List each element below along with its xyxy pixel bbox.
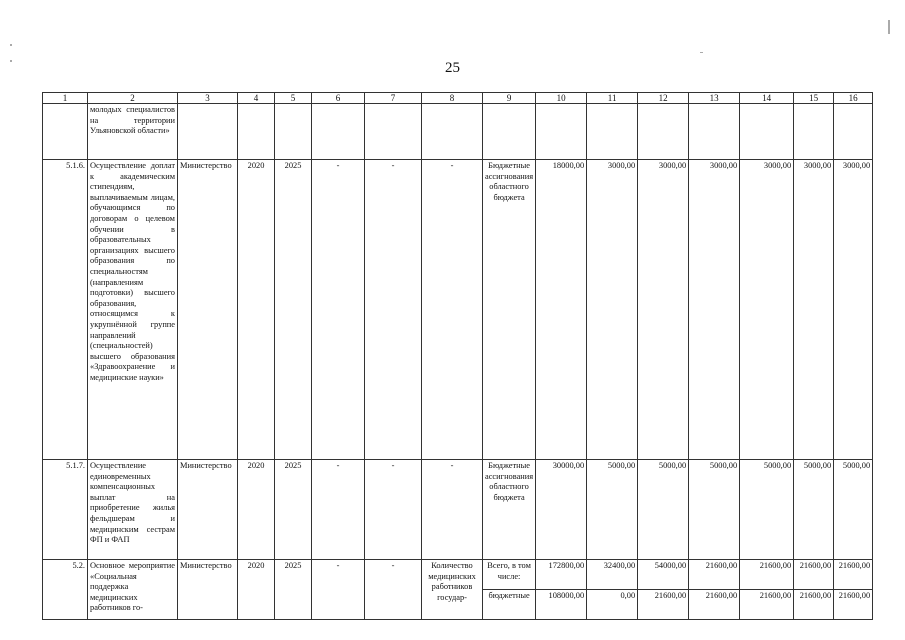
total-amount: 172800,00 bbox=[536, 560, 587, 590]
year-amount: 21600,00 bbox=[794, 560, 834, 590]
year-amount: 3000,00 bbox=[587, 160, 638, 460]
end-year: 2025 bbox=[275, 560, 312, 620]
year-amount: 21600,00 bbox=[638, 590, 689, 620]
funding-source: Бюджетные ассигнования областного бюджета bbox=[483, 160, 536, 460]
indicator: Количество медицинских работников государ- bbox=[422, 560, 483, 620]
year-amount: 5000,00 bbox=[740, 460, 794, 560]
year-amount: 21600,00 bbox=[834, 560, 873, 590]
year-amount: 21600,00 bbox=[834, 590, 873, 620]
measure-description: Осуществление единовременных компенсационных выплат на приобретение жилья фельдшерам и медицинским сестрам ФП и ФАП bbox=[88, 460, 178, 560]
indicator: - bbox=[422, 160, 483, 460]
year-amount: 5000,00 bbox=[834, 460, 873, 560]
total-amount: 30000,00 bbox=[536, 460, 587, 560]
table-row-5-2 bbox=[43, 560, 873, 590]
end-year: 2025 bbox=[275, 460, 312, 560]
scan-speck bbox=[888, 20, 890, 34]
year-amount: 3000,00 bbox=[740, 160, 794, 460]
col-number: 7 bbox=[365, 93, 422, 104]
year-amount: 5000,00 bbox=[587, 460, 638, 560]
measure-description: Основное мероприятие «Социальная поддержка медицинских работников го- bbox=[88, 560, 178, 620]
column-number-row bbox=[43, 93, 873, 104]
col-number: 15 bbox=[794, 93, 834, 104]
col-number: 3 bbox=[178, 93, 238, 104]
end-year: 2025 bbox=[275, 160, 312, 460]
scan-speck bbox=[10, 44, 12, 46]
year-amount: 32400,00 bbox=[587, 560, 638, 590]
col-number: 14 bbox=[740, 93, 794, 104]
measure-description: Осуществление доплат к академическим стипендиям, выплачиваемым лицам, обучающимся по договорам о целевом обучении в образовательных организациях высшего образования по специальностям (направлениям подготовки) высшего образования, относящимся к укрупнённой группе направлений (специальностей) высшего образования «Здравоохранение и медицинские науки» bbox=[88, 160, 178, 460]
year-amount: 0,00 bbox=[587, 590, 638, 620]
scan-speck bbox=[700, 52, 703, 53]
col-number: 2 bbox=[88, 93, 178, 104]
page-number: 25 bbox=[445, 60, 460, 76]
table-row-5-1-7 bbox=[43, 460, 873, 560]
year-amount: 21600,00 bbox=[689, 590, 740, 620]
total-amount: 108000,00 bbox=[536, 590, 587, 620]
col-number: 16 bbox=[834, 93, 873, 104]
col-number: 10 bbox=[536, 93, 587, 104]
col7-value: - bbox=[365, 560, 422, 620]
measure-description: молодых специалистов на территории Ульяновской области» bbox=[88, 104, 178, 160]
col-number: 8 bbox=[422, 93, 483, 104]
col-number: 4 bbox=[238, 93, 275, 104]
year-amount: 5000,00 bbox=[638, 460, 689, 560]
year-amount: 3000,00 bbox=[689, 160, 740, 460]
col-number: 5 bbox=[275, 93, 312, 104]
year-amount: 3000,00 bbox=[638, 160, 689, 460]
indicator: - bbox=[422, 460, 483, 560]
year-amount: 5000,00 bbox=[794, 460, 834, 560]
start-year: 2020 bbox=[238, 460, 275, 560]
executor: Министерство bbox=[178, 560, 238, 620]
executor: Министерство bbox=[178, 160, 238, 460]
table-row-5-1-6 bbox=[43, 160, 873, 460]
table-row-continuation bbox=[43, 104, 873, 160]
year-amount: 5000,00 bbox=[689, 460, 740, 560]
row-number: 5.1.6. bbox=[43, 160, 88, 460]
col7-value: - bbox=[365, 460, 422, 560]
row-number: 5.2. bbox=[43, 560, 88, 620]
col7-value: - bbox=[365, 160, 422, 460]
col-number: 6 bbox=[312, 93, 365, 104]
year-amount: 21600,00 bbox=[740, 590, 794, 620]
col6-value: - bbox=[312, 160, 365, 460]
row-number: 5.1.7. bbox=[43, 460, 88, 560]
year-amount: 21600,00 bbox=[794, 590, 834, 620]
col-number: 9 bbox=[483, 93, 536, 104]
year-amount: 3000,00 bbox=[794, 160, 834, 460]
year-amount: 21600,00 bbox=[689, 560, 740, 590]
executor: Министерство bbox=[178, 460, 238, 560]
year-amount: 3000,00 bbox=[834, 160, 873, 460]
total-amount: 18000,00 bbox=[536, 160, 587, 460]
col-number: 13 bbox=[689, 93, 740, 104]
budget-table bbox=[42, 92, 873, 620]
year-amount: 54000,00 bbox=[638, 560, 689, 590]
col6-value: - bbox=[312, 560, 365, 620]
funding-source-budget: бюджетные bbox=[483, 590, 536, 620]
year-amount: 21600,00 bbox=[740, 560, 794, 590]
col6-value: - bbox=[312, 460, 365, 560]
funding-source: Бюджетные ассигнования областного бюджета bbox=[483, 460, 536, 560]
col-number: 11 bbox=[587, 93, 638, 104]
start-year: 2020 bbox=[238, 160, 275, 460]
start-year: 2020 bbox=[238, 560, 275, 620]
col-number: 12 bbox=[638, 93, 689, 104]
funding-source-total: Всего, в том числе: bbox=[483, 560, 536, 590]
scan-speck bbox=[10, 60, 12, 62]
col-number: 1 bbox=[43, 93, 88, 104]
